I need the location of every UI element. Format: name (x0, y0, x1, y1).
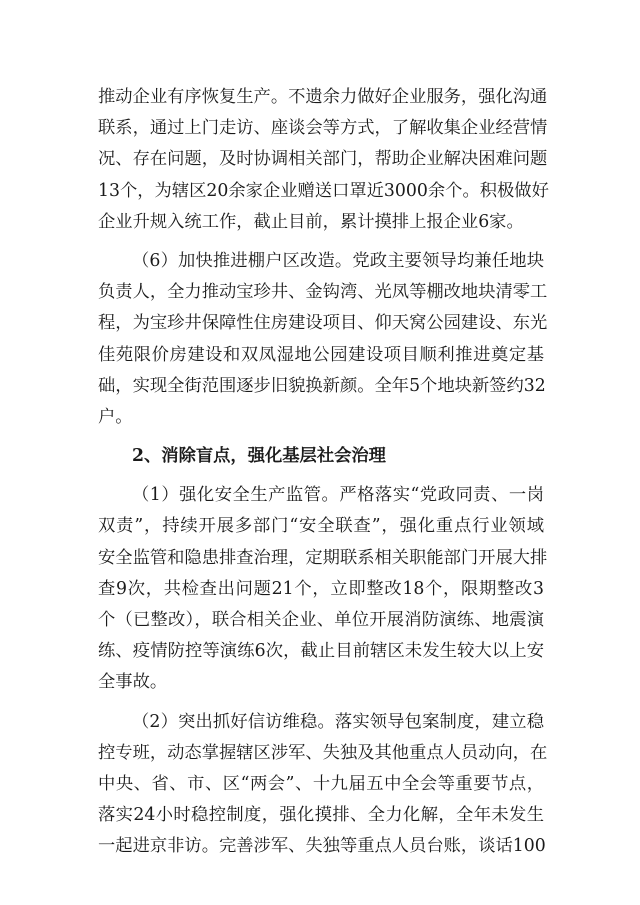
text-line: 全事故。 (98, 672, 168, 693)
text-line: 13个，为辖区20余家企业赠送口罩近3000余个。积极做好 (98, 180, 549, 201)
section-heading (98, 441, 544, 472)
text-line: 查9次，共检查出问题21个，立即整改18个，限期整改3 (98, 578, 544, 599)
text-line: 控专班，动态掌握辖区涉军、失独及其他重点人员动向，在 (98, 742, 548, 763)
text-line: 况、存在问题，及时协调相关部门，帮助企业解决困难问题 (98, 149, 548, 170)
heading-text: 2、消除盲点，强化基层社会治理 (132, 446, 386, 467)
text-line: 安全监管和隐患排查治理，定期联系相关职能部门开展大排 (98, 547, 548, 568)
text-line: 企业升规入统工作，截止目前，累计摸排上报企业6家。 (98, 211, 524, 232)
text-line: （2）突出抓好信访维稳。落实领导包案制度，建立稳 (132, 711, 544, 732)
text-line: 佳苑限价房建设和双凤湿地公园建设项目顺利推进奠定基 (98, 344, 544, 365)
text-line: 一起进京非访。完善涉军、失独等重点人员台账，谈话100 (98, 836, 546, 857)
text-line: 落实24小时稳控制度，强化摸排、全力化解，全年未发生 (98, 805, 544, 826)
text-line: 程，为宝珍井保障性住房建设项目、仰天窝公园建设、东光 (98, 313, 548, 334)
text-line: 联系，通过上门走访、座谈会等方式，了解收集企业经营情 (98, 118, 548, 139)
document-page (98, 82, 549, 863)
text-line: 中央、省、市、区“两会”、十九届五中全会等重要节点， (98, 773, 544, 794)
text-line: 负责人，全力推动宝珍井、金钩湾、光凤等棚改地块清零工 (98, 282, 548, 303)
text-line: 练、疫情防控等演练6次，截止目前辖区未发生较大以上安 (98, 641, 544, 662)
text-line: 推动企业有序恢复生产。不遗余力做好企业服务，强化沟通 (98, 87, 548, 107)
paragraph-enterprise-service (98, 82, 549, 238)
text-line: 双责”，持续开展多部门“安全联查”，强化重点行业领域 (98, 516, 544, 537)
text-line: 础，实现全街范围逐步旧貌换新颜。全年5个地块新签约32 (98, 375, 546, 396)
text-line: （1）强化安全生产监管。严格落实“党政同责、一岗 (132, 485, 544, 506)
paragraph-shantytown-renovation (98, 246, 548, 433)
paragraph-safety-supervision (98, 480, 548, 698)
text-line: （6）加快推进棚户区改造。党政主要领导均兼任地块 (132, 250, 544, 271)
paragraph-petition-stability (98, 707, 548, 863)
text-line: 户。 (98, 406, 133, 427)
text-line: 个（已整改），联合相关企业、单位开展消防演练、地震演 (98, 610, 544, 630)
